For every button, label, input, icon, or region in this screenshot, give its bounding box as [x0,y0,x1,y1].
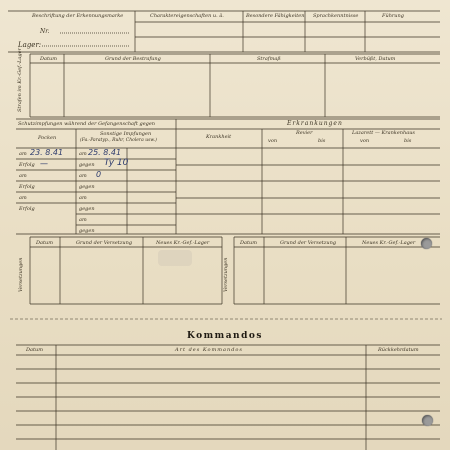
label-grund-bestrafung: Grund der Bestrafung [105,56,161,62]
label-kommando-datum: Datum [26,347,43,353]
impf-row-right: gegen [79,228,95,234]
label-strafen-datum: Datum [40,56,57,62]
label-vers-grund-right: Grund der Versetzung [280,240,337,246]
label-rueckkehr: Rückkehrdatum [378,347,419,353]
impf-row-left: Erfolg [19,206,35,212]
label-sonstige-sub: (Fa.-Paratyp., Ruhr, Cholera usw.) [80,138,157,143]
impf-row-right: am [79,151,87,157]
kommandos-title: Kommandos [187,331,263,341]
label-art-kommandos: Art des Kommandos [175,347,243,353]
label-vers-grund-left: Grund der Versetzung [76,240,133,246]
label-lazarett: Lazarett — Krankenhaus [352,130,415,136]
punch-hole-upper [421,238,432,249]
label-lazarett-bis: bis [404,138,412,144]
label-fuehrung: Führung [382,13,404,19]
label-versetzungen-side-right: Versetzungen [223,257,229,292]
impf-row-left: Erfolg [19,184,35,190]
label-vers-datum-left: Datum [36,240,53,246]
label-vers-lager-right: Neues Kr.-Gef.-Lager [362,240,416,246]
label-sprachkenntnisse: Sprachkenntnisse [313,13,359,19]
label-lazarett-von: von [360,138,370,144]
label-strafen-side: Strafen im Kr.-Gef.-Lager [17,48,23,112]
handwritten-sonstige-am2: 0 [96,170,102,179]
label-nr: Nr. [40,28,50,35]
label-krankheit: Krankheit [206,134,232,140]
impf-row-left: Erfolg [19,162,35,168]
label-strafmass: Strafmaß [257,56,281,62]
label-faehigkeiten: Besondere Fähigkeiten [246,13,305,19]
label-vers-lager-left: Neues Kr.-Gef.-Lager [156,240,210,246]
handwritten-pocken-erfolg: — [40,159,48,168]
impf-row-right: am [79,195,87,201]
impf-row-left: am [19,173,27,179]
label-sonstige-impfungen: Sonstige Impfungen [100,131,152,137]
punch-hole-lower [422,415,433,426]
label-verbuesst: Verbüßt, Datum [355,56,396,62]
impf-row-left: am [19,151,27,157]
impf-row-left: am [19,195,27,201]
impf-row-right: am [79,173,87,179]
label-erkennungsmarke: Beschriftung der Erkennungsmarke [32,13,124,19]
impf-row-right: gegen [79,184,95,190]
impf-row-right: gegen [79,162,95,168]
handwritten-sonstige-gegen: Ty 10 [104,158,129,168]
impf-row-right: am [79,217,87,223]
handwritten-pocken-date: 23. 8.41 [30,148,64,157]
handwritten-sonstige-date: 25. 8.41 [88,148,122,157]
label-charakter: Charaktereigenschaften u. ä. [150,13,224,19]
label-pocken: Pocken [38,135,57,141]
label-lager: Lager: [18,41,42,49]
faded-stamp [158,250,192,266]
impf-row-right: gegen [79,206,95,212]
label-revier-bis: bis [318,138,326,144]
label-revier-von: von [268,138,278,144]
label-impfungen-header: Schutzimpfungen während der Gefangenschaft gegen [18,121,156,127]
label-versetzungen-side-left: Versetzungen [18,257,24,292]
label-revier: Revier [296,130,313,136]
label-erkrankungen: Erkrankungen [287,120,343,127]
label-vers-datum-right: Datum [240,240,257,246]
